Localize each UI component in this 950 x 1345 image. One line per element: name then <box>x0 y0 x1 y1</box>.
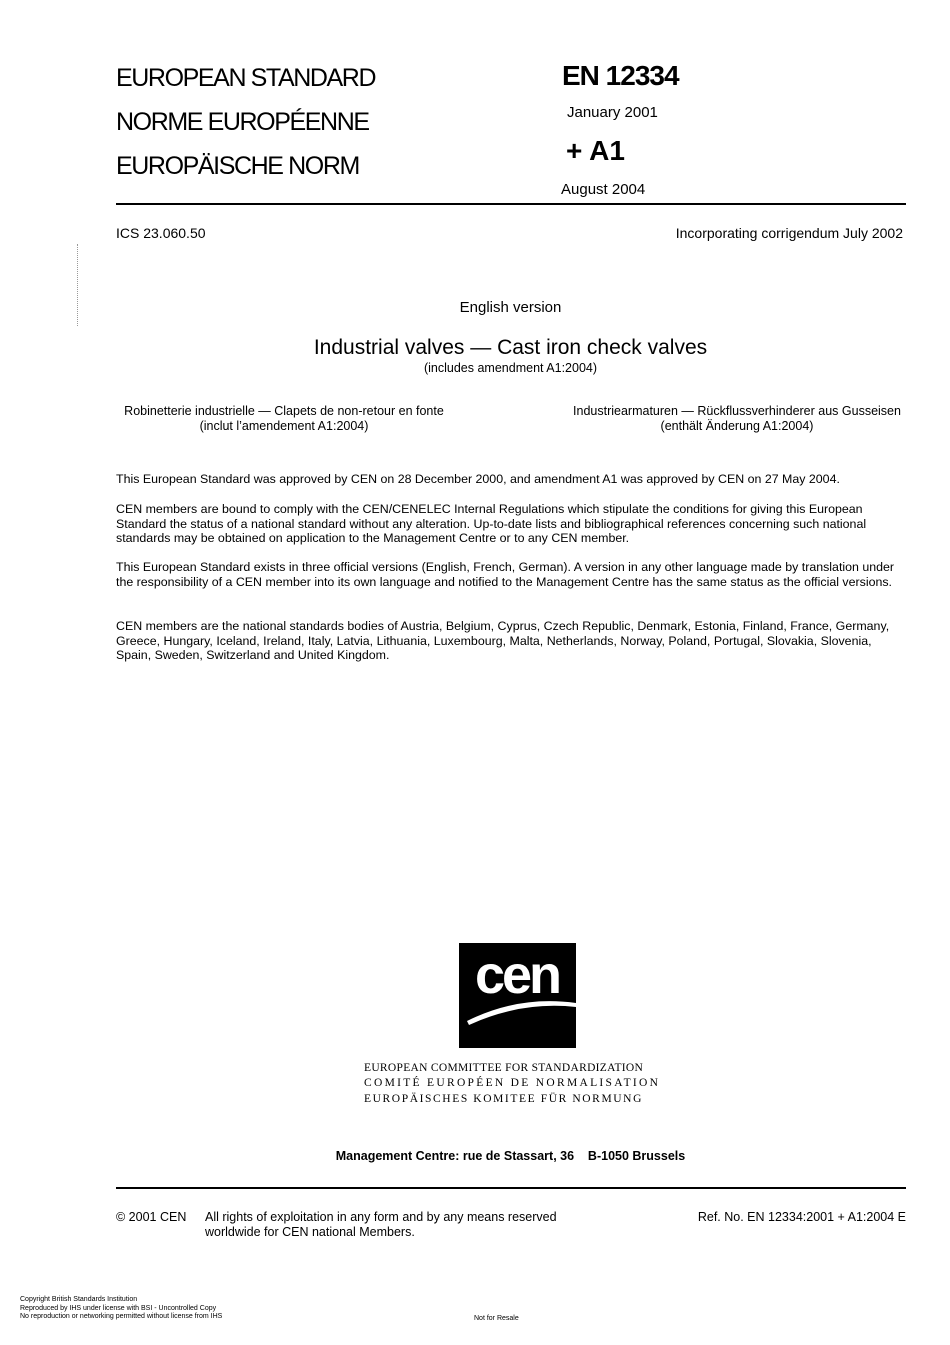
license-notice <box>20 1296 222 1322</box>
not-for-resale: Not for Resale <box>474 1315 519 1322</box>
versions-paragraph: This European Standard exists in three official versions (English, French, German). A version in any other language made by translation under the responsibility of a CEN member into its own language and notified to the Management Centre has the same status as the official versions. <box>116 560 895 589</box>
members-paragraph: CEN members are the national standards bodies of Austria, Belgium, Cyprus, Czech Republic, Denmark, Estonia, Finland, France, Germany, Greece, Hungary, Iceland, Ireland, Italy, Latvia, Lithuania, Luxembourg, Malta, Netherlands, Norway, Poland, Portugal, Slovakia, Slovenia, Spain, Sweden, Switzerland and United Kingdom. <box>116 619 890 663</box>
date-original: January 2001 <box>567 104 658 121</box>
rights-statement: All rights of exploitation in any form and by any means reserved worldwide for CEN national Members. <box>205 1210 557 1239</box>
approval-paragraph: This European Standard was approved by CEN on 28 December 2000, and amendment A1 was approved by CEN on 27 May 2004. <box>116 472 840 486</box>
standard-number: EN 12334 <box>562 60 679 91</box>
org-name-german: EUROPÄISCHES KOMITEE FÜR NORMUNG <box>364 1093 643 1105</box>
date-amendment: August 2004 <box>561 181 646 198</box>
management-centre: Management Centre: rue de Stassart, 36 B-1050 Brussels <box>335 1149 686 1163</box>
license-line-3: No reproduction or networking permitted without license from IHS <box>20 1313 223 1320</box>
german-title-block <box>566 404 908 434</box>
french-title: Robinetterie industrielle — Clapets de non-retour en fonte <box>124 404 444 418</box>
regulations-paragraph: CEN members are bound to comply with the CEN/CENELEC Internal Regulations which stipulate the conditions for giving this European Standard the status of a national standard without any alteration. Up-to-date lists and bibliographical references concerning such national standards may be obtained on application to the Management Centre or to any CEN member. <box>116 502 867 546</box>
cen-logo <box>459 943 576 1048</box>
copyright: © 2001 CEN <box>116 1210 187 1224</box>
french-title-block <box>116 404 452 434</box>
amendment-label: + A1 <box>566 135 625 166</box>
german-title: Industriearmaturen — Rückflussverhinderer aus Gusseisen <box>573 404 901 418</box>
title-german: EUROPÄISCHE NORM <box>116 152 359 180</box>
title-english: EUROPEAN STANDARD <box>116 64 376 92</box>
org-name-french: COMITÉ EUROPÉEN DE NORMALISATION <box>364 1077 661 1089</box>
license-line-2: Reproduced by IHS under license with BSI - Uncontrolled Copy <box>20 1304 217 1312</box>
logo-text: cen <box>474 945 560 1005</box>
ics-code: ICS 23.060.50 <box>116 225 206 241</box>
top-rule <box>116 203 906 205</box>
version-label: English version <box>459 299 562 316</box>
german-subtitle: (enthält Änderung A1:2004) <box>660 419 814 433</box>
reference-number: Ref. No. EN 12334:2001 + A1:2004 E <box>697 1210 906 1224</box>
org-name-english: EUROPEAN COMMITTEE FOR STANDARDIZATION <box>364 1062 644 1074</box>
bottom-rule <box>116 1187 906 1189</box>
license-line-1: Copyright British Standards Institution <box>20 1296 138 1303</box>
main-subtitle: (includes amendment A1:2004) <box>423 361 598 375</box>
corrigendum-note: Incorporating corrigendum July 2002 <box>675 225 903 241</box>
french-subtitle: (inclut l’amendement A1:2004) <box>199 419 369 433</box>
main-title: Industrial valves — Cast iron check valves <box>313 336 708 359</box>
title-french: NORME EUROPÉENNE <box>116 108 369 136</box>
